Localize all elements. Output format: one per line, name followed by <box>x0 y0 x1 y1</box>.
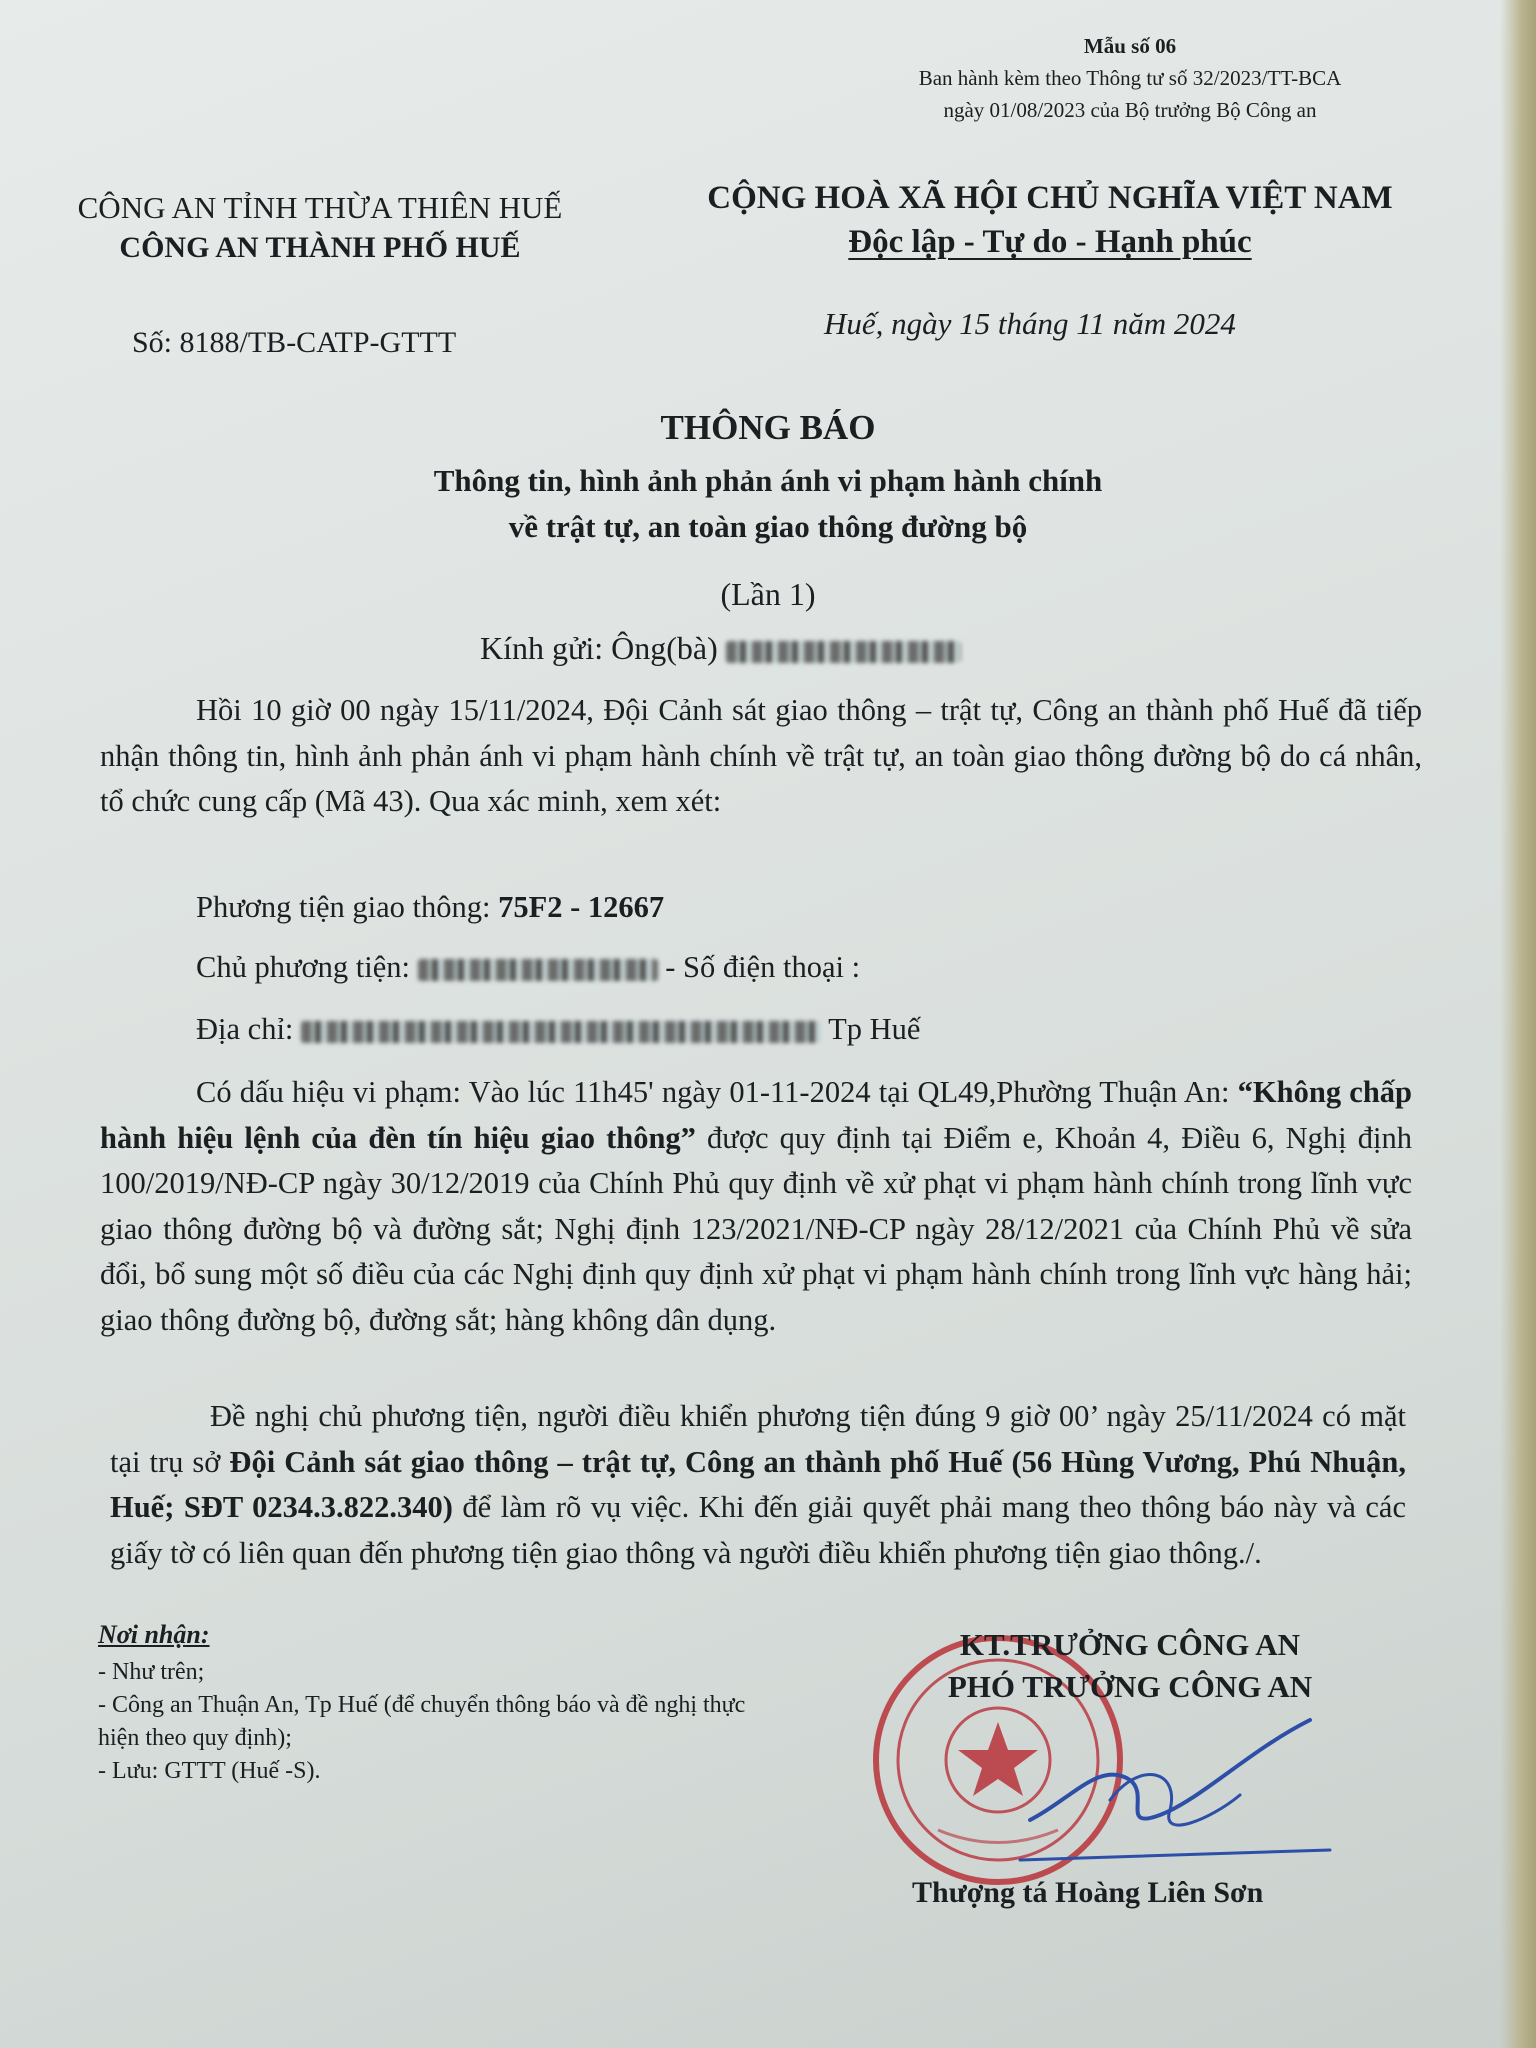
signature-title-line-2: PHÓ TRƯỞNG CÔNG AN <box>947 1669 1313 1704</box>
country-name: CỘNG HOÀ XÃ HỘI CHỦ NGHĨA VIỆT NAM <box>707 180 1393 216</box>
agency-parent: CÔNG AN TỈNH THỪA THIÊN HUẾ <box>77 190 563 225</box>
form-number-block <box>870 30 1390 126</box>
issue-date: Huế, ngày 15 tháng 11 năm 2024 <box>824 306 1236 341</box>
form-number: Mẫu số 06 <box>1083 34 1177 58</box>
signature-title <box>880 1624 1380 1708</box>
owner-label: Chủ phương tiện: <box>196 950 418 984</box>
address-tail: Tp Huế <box>821 1012 921 1046</box>
request-intro: Đề nghị chủ phương tiện, người điều khiển phương tiện đúng 9 giờ 00’ ngày 25/11/2024 có mặt tại trụ sở <box>110 1399 1406 1479</box>
paragraph-request <box>110 1394 1406 1576</box>
vehicle-plate: 75F2 - 12667 <box>498 890 665 924</box>
addressee-line <box>480 630 961 667</box>
owner-line <box>196 950 860 985</box>
agency-block <box>30 188 610 268</box>
national-motto: Độc lập - Tự do - Hạnh phúc <box>848 224 1252 260</box>
paper-shadow-edge <box>1500 0 1536 2048</box>
redacted-owner <box>418 959 658 981</box>
attempt-number: (Lần 1) <box>720 576 816 612</box>
violation-description: “Không chấp hành hiệu lệnh của đèn tín hiệu giao thông” <box>100 1075 1412 1155</box>
addressee-label: Kính gửi: Ông(bà) <box>480 630 718 666</box>
recipient-item: - Công an Thuận An, Tp Huế (để chuyển thông báo và đề nghị thực hiện theo quy định); <box>98 1692 746 1751</box>
paragraph-intro: Hồi 10 giờ 00 ngày 15/11/2024, Đội Cảnh sát giao thông – trật tự, Công an thành phố Huế đã tiếp nhận thông tin, hình ảnh phản ánh vi phạm hành chính về trật tự, an toàn giao thông đường bộ do cá nhân, tổ chức cung cấp (Mã 43). Qua xác minh, xem xét: <box>100 693 1422 818</box>
recipients-block <box>98 1620 788 1788</box>
phone-label: - Số điện thoại : <box>657 950 861 984</box>
vehicle-line <box>196 890 664 925</box>
signature-title-line-1: KT.TRƯỞNG CÔNG AN <box>959 1627 1301 1662</box>
redacted-address <box>301 1021 821 1043</box>
page-title: THÔNG BÁO <box>660 408 876 447</box>
handwritten-signature <box>1010 1700 1340 1880</box>
page-subtitle <box>0 458 1536 550</box>
address-line <box>196 1012 920 1047</box>
agency-name: CÔNG AN THÀNH PHỐ HUẾ <box>119 231 521 264</box>
form-issued-line-2: ngày 01/08/2023 của Bộ trưởng Bộ Công an <box>943 98 1317 122</box>
recipients-title: Nơi nhận: <box>98 1620 210 1649</box>
violation-legal-basis: được quy định tại Điểm e, Khoản 4, Điều 6, Nghị định 100/2019/NĐ-CP ngày 30/12/2019 của Chính Phủ quy định về xử phạt vi phạm hành chính trong lĩnh vực giao thông đường bộ và đường sắt; Nghị định 123/2021/NĐ-CP ngày 28/12/2021 của Chính Phủ về sửa đổi, bổ sung một số điều của các Nghị định quy định xử phạt vi phạm hành chính trong lĩnh vực hàng hải; giao thông đường bộ, đường sắt; hàng không dân dụng. <box>100 1120 1412 1337</box>
redacted-name <box>726 641 961 663</box>
violation-intro: Có dấu hiệu vi phạm: Vào lúc 11h45' ngày 01-11-2024 tại QL49,Phường Thuận An: <box>196 1075 1238 1109</box>
address-label: Địa chỉ: <box>196 1012 302 1046</box>
recipient-item: - Lưu: GTTT (Huế -S). <box>98 1758 321 1784</box>
request-location: Đội Cảnh sát giao thông – trật tự, Công an thành phố Huế (56 Hùng Vương, Phú Nhuận, Huế; SĐT 0234.3.822.340) <box>110 1444 1406 1524</box>
national-heading <box>660 176 1440 264</box>
recipient-item: - Như trên; <box>98 1659 205 1685</box>
document-number: Số: 8188/TB-CATP-GTTT <box>132 326 457 359</box>
subtitle-line-1: Thông tin, hình ảnh phản ánh vi phạm hành chính <box>433 463 1103 498</box>
signer-name: Thượng tá Hoàng Liên Sơn <box>912 1876 1264 1909</box>
vehicle-label: Phương tiện giao thông: <box>196 890 499 924</box>
form-issued-line-1: Ban hành kèm theo Thông tư số 32/2023/TT-BCA <box>918 66 1342 90</box>
subtitle-line-2: về trật tự, an toàn giao thông đường bộ <box>508 509 1028 544</box>
paragraph-violation <box>100 1070 1412 1343</box>
request-instructions: để làm rõ vụ việc. Khi đến giải quyết phải mang theo thông báo này và các giấy tờ có liên quan đến phương tiện giao thông và người điều khiển phương tiện giao thông./. <box>110 1490 1406 1570</box>
